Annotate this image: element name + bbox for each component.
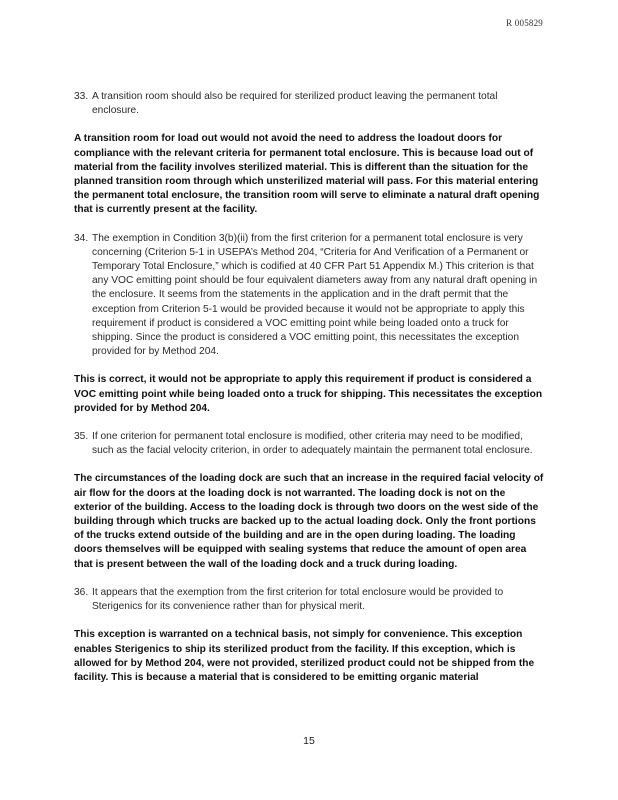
comment-33 xyxy=(74,90,544,118)
comment-number: 34. xyxy=(74,232,89,244)
comment-34 xyxy=(74,232,544,360)
response-36: This exception is warranted on a technical basis, not simply for convenience. This exception enables Sterigenics to ship its sterilized product from the facility. If this exception, which is allowed for by Method 204, were not provided, sterilized product could not be shipped from the facility. This is because a material that is considered to be emitting organic material xyxy=(74,629,535,683)
comment-text: It appears that the exemption from the first criterion for total enclosure would be provided to Sterigenics for its convenience rather than for physical merit. xyxy=(92,586,504,613)
document-control-number: R 005829 xyxy=(506,18,543,28)
comment-text: A transition room should also be required for sterilized product leaving the permanent total enclosure. xyxy=(92,91,498,117)
comment-36 xyxy=(74,586,544,614)
document-body xyxy=(74,90,544,699)
comment-number: 35. xyxy=(74,431,89,443)
response-33: A transition room for load out would not avoid the need to address the loadout doors for compliance with the relevant criteria for permanent total enclosure. This is because load out of material from the facility involves sterilized material. This is different than the situation for the planned transition room through which unsterilized material will pass. For this material entering the permanent total enclosure, the transition room will serve to eliminate a natural draft opening that is currently present at the facility. xyxy=(74,133,540,216)
response-34: This is correct, it would not be appropriate to apply this requirement if product is considered a VOC emitting point while being loaded onto a truck for shipping. This necessitates the exception provided for by Method 204. xyxy=(74,374,543,414)
comment-text: If one criterion for permanent total enclosure is modified, other criteria may need to be modified, such as the facial velocity criterion, in order to adequately maintain the permanent total enclosure. xyxy=(92,431,533,457)
comment-text: The exemption in Condition 3(b)(ii) from the first criterion for a permanent total enclosure is very concerning (Criterion 5-1 in USEPA’s Method 204, “Criteria for And Verification of a Permanent or Temporary Total Enclosure,” which is codified at 40 CFR Part 51 Appendix M.) This criterion is that any VOC emitting point should be four equivalent diameters away from any natural draft opening in the enclosure. It seems from the statements in the application and in the draft permit that the exception from Criterion 5-1 would be provided because it would not be appropriate to apply this requirement if product is considered a VOC emitting point while being loaded onto a truck for shipping. Since the product is considered a VOC emitting point, this necessitates the exception provided for by Method 204. xyxy=(92,232,538,358)
comment-35 xyxy=(74,430,544,458)
page-number: 15 xyxy=(303,735,315,747)
comment-number: 33. xyxy=(74,91,89,102)
response-35: The circumstances of the loading dock are such that an increase in the required facial velocity of air flow for the doors at the loading dock is not warranted. The loading dock is not on the exterior of the building. Access to the loading dock is through two doors on the west side of the building through which trucks are backed up to the actual loading dock. Only the front portions of the trucks extend outside of the building and are in the open during loading. The loading doors themselves will be equipped with sealing systems that reduce the amount of open area that is present between the wall of the loading dock and a truck during loading. xyxy=(74,473,544,570)
comment-number: 36. xyxy=(74,586,89,598)
